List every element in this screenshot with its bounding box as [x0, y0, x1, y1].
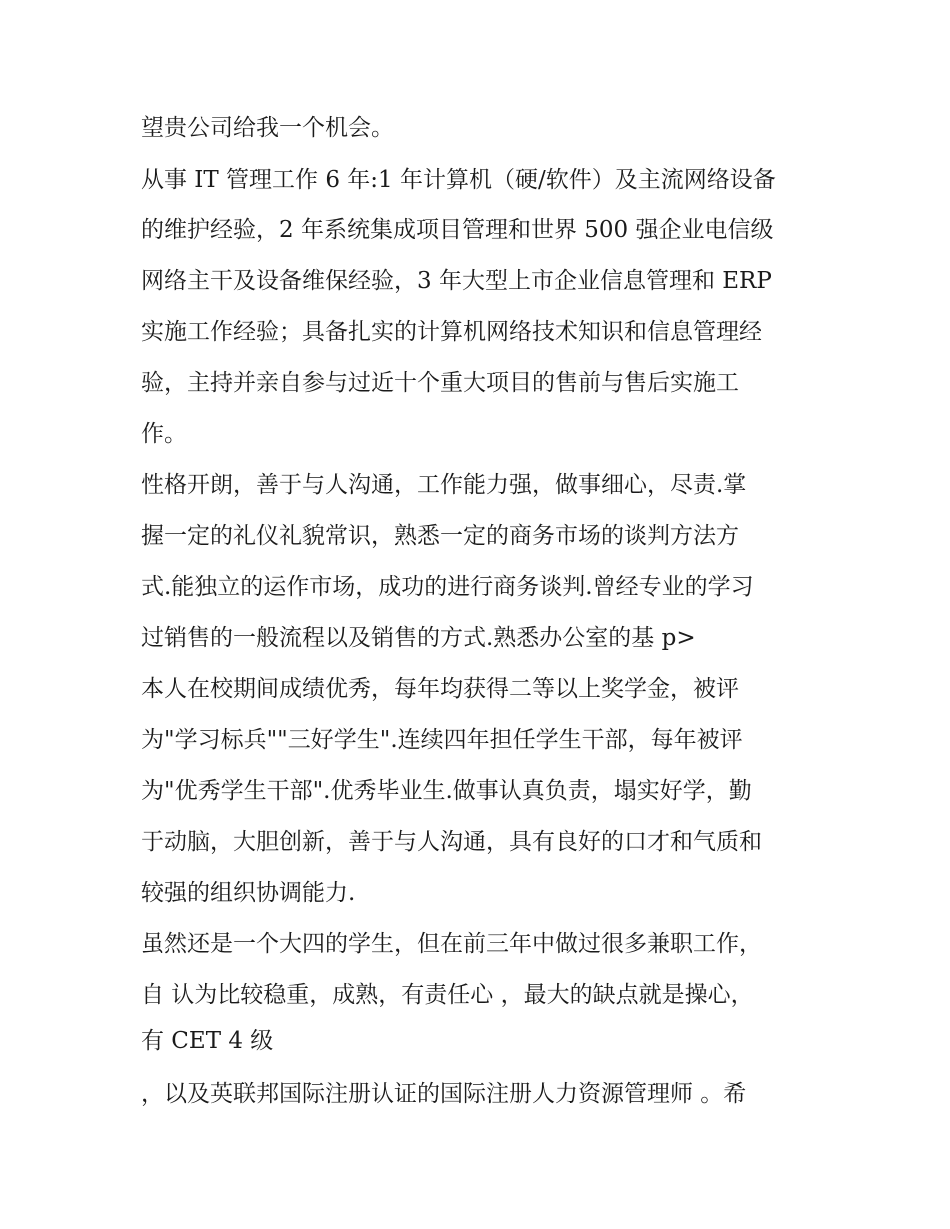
text-line: 过销售的一般流程以及销售的方式.熟悉办公室的基 p> [141, 625, 696, 651]
text-line: 的维护经验，2 年系统集成项目管理和世界 500 强企业电信级 [141, 217, 774, 243]
text-line: 性格开朗，善于与人沟通，工作能力强，做事细心，尽责.掌 [141, 472, 747, 498]
text-line: 为"学习标兵""三好学生".连续四年担任学生干部，每年被评 [141, 727, 743, 753]
text-line: 式.能独立的运作市场，成功的进行商务谈判.曾经专业的学习 [141, 574, 754, 600]
text-line: 有 CET 4 级 [141, 1028, 274, 1054]
text-line: 作。 [141, 421, 187, 447]
text-line: 于动脑，大胆创新，善于与人沟通，具有良好的口才和气质和 [141, 829, 762, 855]
text-line: 自 认为比较稳重，成熟，有责任心 ，最大的缺点就是操心， [141, 982, 754, 1008]
text-line: 网络主干及设备维保经验，3 年大型上市企业信息管理和 ERP [141, 268, 772, 294]
text-line: 虽然还是一个大四的学生，但在前三年中做过很多兼职工作， [141, 931, 762, 957]
text-line: 握一定的礼仪礼貌常识，熟悉一定的商务市场的谈判方法方 [141, 523, 739, 549]
text-line: 验，主持并亲自参与过近十个重大项目的售前与售后实施工 [141, 370, 739, 396]
text-line: 从事 IT 管理工作 6 年:1 年计算机（硬/软件）及主流网络设备 [141, 167, 776, 193]
text-line: 较强的组织协调能力. [141, 880, 356, 906]
text-line: 本人在校期间成绩优秀，每年均获得二等以上奖学金，被评 [141, 676, 739, 702]
text-line: 望贵公司给我一个机会。 [141, 115, 394, 141]
text-line: 为"优秀学生干部".优秀毕业生.做事认真负责，塌实好学，勤 [141, 778, 752, 804]
text-line: 实施工作经验；具备扎实的计算机网络技术知识和信息管理经 [141, 319, 762, 345]
text-line: ，以及英联邦国际注册认证的国际注册人力资源管理师 。希 [141, 1081, 747, 1107]
